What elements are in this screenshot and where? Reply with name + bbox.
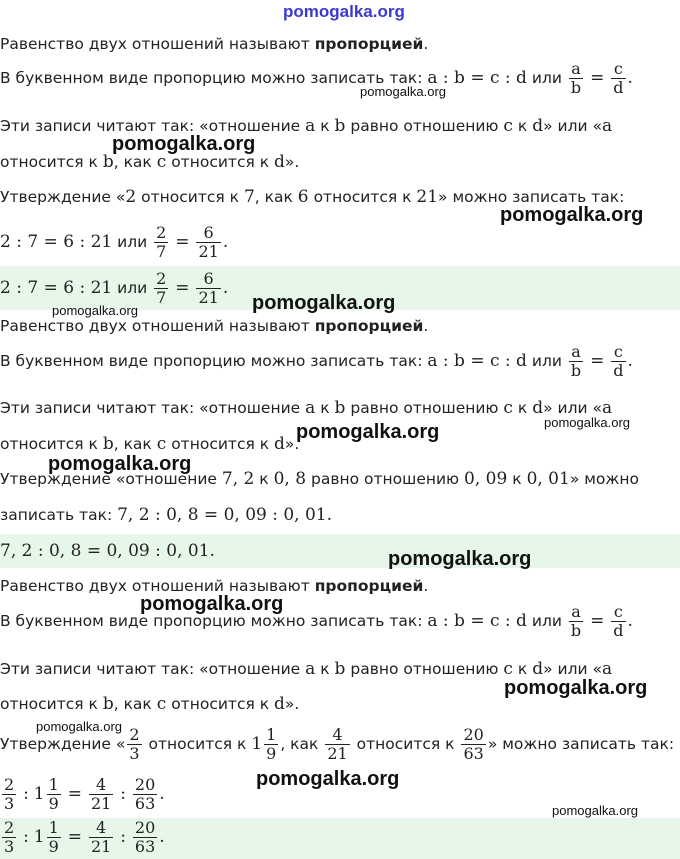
reading-line-2a: Эти записи читают так: «отношение a к b равно отношению c к d» или «a <box>0 398 613 418</box>
watermark: pomogalka.org <box>256 768 400 790</box>
watermark: pomogalka.org <box>552 803 638 818</box>
watermark: pomogalka.org <box>140 593 284 615</box>
reading-line-2b: относится к b, как c относится к d». <box>0 434 300 454</box>
watermark: pomogalka.org <box>48 453 192 475</box>
watermark: pomogalka.org <box>360 84 446 99</box>
answer-ratio-2: 7, 2 : 0, 8 = 0, 09 : 0, 01. <box>0 541 215 561</box>
letter-form-line-1: В буквенном виде пропорцию можно записать так: a : b = c : d или $\frac{a}{b}$ = $\frac{c}{d}$ . <box>0 59 633 97</box>
statement-line-2b: записать так: 7, 2 : 0, 8 = 0, 09 : 0, 01. <box>0 505 333 525</box>
watermark: pomogalka.org <box>296 421 440 443</box>
watermark: pomogalka.org <box>388 548 532 570</box>
watermark: pomogalka.org <box>52 303 138 318</box>
watermark: pomogalka.org <box>504 677 648 699</box>
letter-form-line-3: В буквенном виде пропорцию можно записать так: a : b = c : d или $\frac{a}{b}$ = $\frac{c}{d}$ . <box>0 602 633 640</box>
reading-line-3a: Эти записи читают так: «отношение a к b равно отношению c к d» или «a <box>0 659 613 679</box>
fraction-a-b: $\frac{a}{b}$ <box>570 59 582 97</box>
ratio-line-1: 2 : 7 = 6 : 21 или $\frac{2}{7}$ = $\frac{6}{21}$ . <box>0 223 229 261</box>
letter-form-line-2: В буквенном виде пропорцию можно записать так: a : b = c : d или $\frac{a}{b}$ = $\frac{c}{d}$ . <box>0 342 633 380</box>
ratio-line-3: $\frac{2}{3}$ : 1 $\frac{1}{9}$ = $\frac{4}{21}$ : $\frac{20}{63}$ . <box>4 774 165 813</box>
watermark: pomogalka.org <box>36 719 122 734</box>
watermark: pomogalka.org <box>112 133 256 155</box>
statement-line-3: Утверждение « $\frac{2}{3}$ относится к 1 $\frac{1}{9}$ , как $\frac{4}{21}$ относится к $\frac{20}{63}$ » можно записать так: <box>0 724 675 763</box>
reading-line-3b: относится к b, как c относится к d». <box>0 694 300 714</box>
reading-line-1a: Эти записи читают так: «отношение a к b равно отношению c к d» или «a <box>0 116 613 136</box>
watermark: pomogalka.org <box>252 292 396 314</box>
fraction-c-d: $\frac{c}{d}$ <box>613 59 624 97</box>
answer-ratio-3: $\frac{2}{3}$ : 1 $\frac{1}{9}$ = $\frac{4}{21}$ : $\frac{20}{63}$ . <box>4 817 165 856</box>
answer-ratio-1: 2 : 7 = 6 : 21 или $\frac{2}{7}$ = $\frac{6}{21}$ . <box>0 269 229 307</box>
definition-line-2: Равенство двух отношений называют пропорцией. <box>0 317 429 335</box>
watermark-top: pomogalka.org <box>283 2 405 21</box>
statement-line-1: Утверждение «2 относится к 7, как 6 относится к 21» можно записать так: <box>0 187 625 207</box>
statement-line-2: Утверждение «отношение 7, 2 к 0, 8 равно отношению 0, 09 к 0, 01» можно <box>0 469 639 489</box>
definition-line-1: Равенство двух отношений называют пропорцией. <box>0 35 429 53</box>
watermark: pomogalka.org <box>500 204 644 226</box>
reading-line-1b: относится к b, как c относится к d». <box>0 152 300 172</box>
definition-line-3: Равенство двух отношений называют пропорцией. <box>0 577 429 595</box>
watermark: pomogalka.org <box>544 415 630 430</box>
